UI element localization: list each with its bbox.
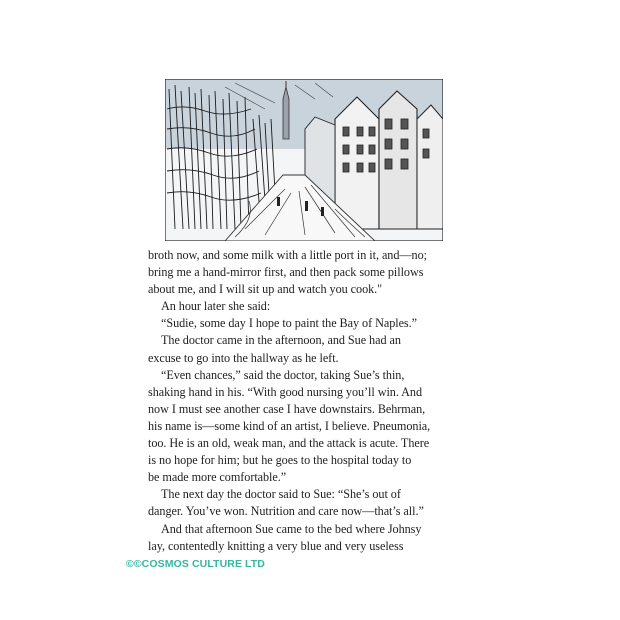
text-line: be made more comfortable.” [148, 470, 287, 485]
text-line: about me, and I will sit up and watch you cook." [148, 282, 383, 297]
text-line: “Sudie, some day I hope to paint the Bay of Naples.” [161, 316, 417, 331]
text-line: broth now, and some milk with a little port in it, and—no; [148, 248, 427, 262]
text-line: shaking hand in his. “With good nursing you’ll win. And [148, 384, 423, 399]
text-line: his name is—some kind of an artist, I believe. Pneumonia, [148, 418, 431, 433]
text-line: bring me a hand-mirror first, and then pack some pillows [148, 265, 424, 280]
text-line: lay, contentedly knitting a very blue and very useless [148, 538, 404, 553]
street-sketch-illustration [165, 79, 443, 241]
text-line: And that afternoon Sue came to the bed where Johnsy [161, 521, 422, 536]
story-text [148, 247, 478, 555]
text-line: excuse to go into the hallway as he left. [148, 350, 339, 365]
text-line: The doctor came in the afternoon, and Sue had an [161, 333, 401, 348]
copyright-watermark: ©©COSMOS CULTURE LTD [126, 558, 265, 570]
text-line: too. He is an old, weak man, and the attack is acute. There [148, 436, 430, 451]
text-line: “Even chances,” said the doctor, taking Sue’s thin, [161, 367, 405, 382]
text-line: now I must see another case I have downstairs. Behrman, [148, 401, 426, 416]
text-line: An hour later she said: [161, 299, 271, 314]
text-line: The next day the doctor said to Sue: “She’s out of [161, 487, 401, 502]
text-line: danger. You’ve won. Nutrition and care now—that’s all.” [148, 504, 424, 519]
text-line: is no hope for him; but he goes to the hospital today to [148, 453, 412, 468]
